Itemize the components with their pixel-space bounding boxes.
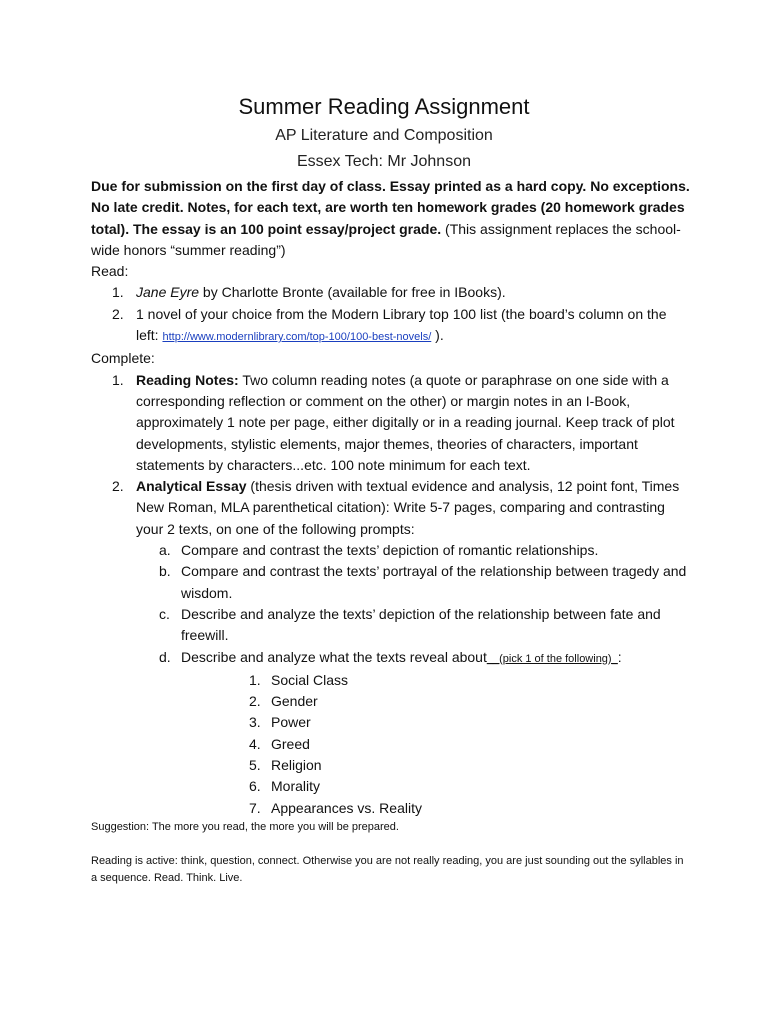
read-label: Read:: [91, 263, 129, 280]
list-number: 5.: [249, 757, 261, 774]
list-text: Compare and contrast the texts’ depiction of romantic relationships.: [181, 542, 599, 559]
list-item: [91, 691, 691, 712]
school-subtitle: Essex Tech: Mr Johnson: [296, 153, 471, 170]
list-letter: b.: [159, 563, 171, 580]
intro-normal-text: (This assignment replaces the school-wide honors “summer reading”): [91, 220, 681, 258]
list-number: 2.: [249, 693, 261, 710]
topic-text: Religion: [271, 757, 322, 774]
list-item: [91, 798, 691, 819]
page-title: Summer Reading Assignment: [238, 94, 530, 119]
list-text: Describe and analyze what the texts reveal about: [181, 648, 487, 665]
topic-text: Power: [271, 714, 311, 731]
complete-list: [91, 370, 691, 540]
list-text: by Charlotte Bronte (available for free in IBooks).: [199, 284, 506, 301]
list-number: 2.: [112, 478, 124, 495]
list-number: 6.: [249, 778, 261, 795]
list-text: Two column reading notes (a quote or paraphrase on one side with a corresponding reflection or comment on the other) or margin notes in an I-Book, approximately 1 note per page, either digitally or in a reading journal. Keep track of plot developments, stylistic elements, major themes, theories of characters, important statements by characters...etc. 100 note minimum for each text.: [136, 371, 675, 473]
closing-text: Reading is active: think, question, connect. Otherwise you are not really reading, you are just sounding out the syllables in a sequence. Read. Think. Live.: [91, 854, 684, 884]
modern-library-link[interactable]: http://www.modernlibrary.com/top-100/100-best-novels/: [162, 331, 432, 344]
suggestion-text: Suggestion: The more you read, the more you will be prepared.: [91, 820, 399, 833]
list-item: [91, 370, 691, 476]
topic-text: Greed: [271, 735, 310, 752]
prompt-list: [91, 540, 691, 670]
list-item: [91, 561, 691, 604]
list-number: 3.: [249, 714, 261, 731]
list-letter: a.: [159, 542, 171, 559]
topic-text: Appearances vs. Reality: [271, 799, 422, 816]
topic-list: [91, 670, 691, 819]
list-text: ).: [431, 327, 444, 344]
spacer: [91, 836, 691, 853]
list-text: Describe and analyze the texts’ depiction of the relationship between fate and freewill.: [181, 605, 661, 644]
list-item: [91, 734, 691, 755]
intro-paragraph: [91, 176, 691, 261]
topic-text: Gender: [271, 693, 318, 710]
read-list: [91, 282, 691, 348]
list-item: [91, 755, 691, 776]
list-item: [91, 476, 691, 540]
list-number: 2.: [112, 305, 124, 322]
complete-label: Complete:: [91, 350, 155, 367]
topic-text: Morality: [271, 778, 321, 795]
list-item: [91, 282, 691, 303]
list-item: [91, 776, 691, 797]
list-number: 4.: [249, 735, 261, 752]
course-subtitle: AP Literature and Composition: [275, 127, 493, 144]
item-heading: Analytical Essay: [136, 478, 247, 495]
list-text: 1 novel of your choice from the Modern Library top 100 list (the board’s column on the left:: [136, 305, 667, 344]
list-item: [91, 304, 691, 349]
list-number: 7.: [249, 799, 261, 816]
list-text: (thesis driven with textual evidence and analysis, 12 point font, Times New Roman, MLA parenthetical citation): Write 5-7 pages, comparing and contrasting your 2 texts, on one of the following prompts:: [136, 478, 680, 537]
list-item: [91, 647, 691, 670]
list-text: :: [617, 648, 622, 665]
list-item: [91, 670, 691, 691]
list-letter: c.: [159, 605, 170, 622]
list-number: 1.: [249, 671, 261, 688]
item-heading: Reading Notes:: [136, 371, 239, 388]
book-title: Jane Eyre: [136, 284, 200, 301]
list-item: [91, 540, 691, 561]
topic-text: Social Class: [271, 671, 349, 688]
list-letter: d.: [159, 648, 171, 665]
list-number: 1.: [112, 371, 124, 388]
list-item: [91, 712, 691, 733]
list-text: Compare and contrast the texts’ portrayal of the relationship between tragedy and wisdom.: [181, 563, 687, 601]
list-item: [91, 604, 691, 647]
list-number: 1.: [112, 284, 124, 301]
intro-bold-text: Due for submission on the first day of class. Essay printed as a hard copy. No exceptions. No late credit. Notes, for each text, are worth ten homework grades (20 homework grades total). The essay is an 100 point essay/project grade.: [91, 178, 690, 237]
document-body: [91, 176, 691, 887]
fill-in-blank: __(pick 1 of the following)_: [486, 652, 618, 665]
